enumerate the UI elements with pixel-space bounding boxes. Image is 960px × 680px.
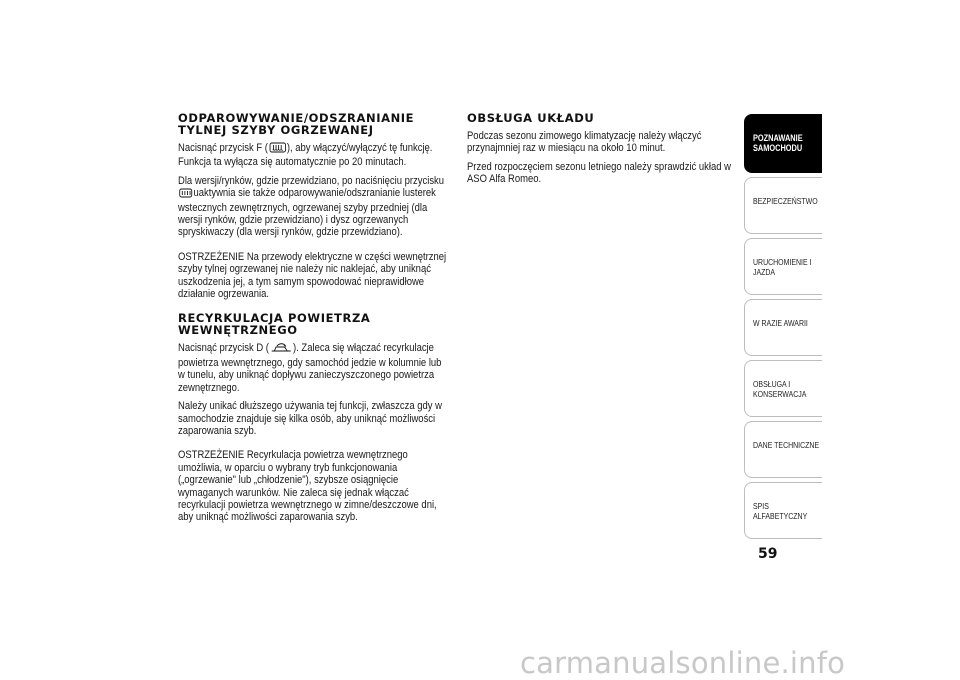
tab-w-razie-awarii[interactable]: W RAZIE AWARII <box>744 299 822 356</box>
left-column <box>178 112 450 530</box>
chapter-tabs <box>744 114 822 543</box>
right-column <box>467 112 739 192</box>
rear-window-defrost-icon <box>179 188 193 201</box>
section-title-maintenance: OBSŁUGA UKŁADU <box>467 111 595 125</box>
paragraph: Należy unikać dłuższego używania tej funkcji, zwłaszcza gdy w samochodzie znajduje się kilka osób, aby uniknąć możliwości zaparowania szyb. <box>178 400 442 437</box>
section-title-recirculation: RECYRKULACJA POWIETRZA WEWNĘTRZNEGO <box>178 311 371 338</box>
paragraph: Podczas sezonu zimowego klimatyzację należy włączyć przynajmniej raz w miesiącu na około 10 minut. <box>467 130 702 155</box>
paragraph: Dla wersji/rynków, gdzie przewidziano, po naciśnięciu przycisku uaktywnia sie także odparowywanie/odszranianie lusterek wstecznych zewnętrznych, ogrzewanej szyby przedniej (dla wersji rynków, gdzie przewidziano) i dysz ogrzewanych spryskiwaczy (dla wersji rynków, gdzie przewidziano). <box>178 174 445 239</box>
tab-spis-alfabetyczny[interactable]: SPIS ALFABETYCZNY <box>744 482 822 539</box>
warning-text: OSTRZEŻENIE Recyrkulacja powietrza wewnętrznego umożliwia, w oparciu o wybrany tryb funkcjonowania („ogrzewanie" lub „chłodzenie"), szybsze osiągnięcie wymaganych warunków. Nie zaleca się jednak włączać recyrkulacji powietrza wewnętrznego w zimne/deszczowe dni, aby uniknąć możliwości zaparowania szyb. <box>178 449 437 524</box>
warning-text: OSTRZEŻENIE Na przewody elektryczne w części wewnętrznej szyby tylnej ogrzewanej nie należy nic naklejać, aby uniknąć uszkodzenia jej, a tym samym spowodować nieprawidłowe działanie ogrzewania. <box>178 250 447 301</box>
paragraph: Przed rozpoczęciem sezonu letniego należy sprawdzić układ w ASO Alfa Romeo. <box>467 160 731 186</box>
paragraph: Nacisnąć przycisk D ( ). Zaleca się włączać recyrkulacje powietrza wewnętrznego, gdy samochód jedzie w kolumnie lub w tunelu, aby uniknąć dopływu zanieczyszczonego powietrza zewnętrznego. <box>178 342 442 394</box>
section-title-rear-defrost: ODPAROWYWANIE/ODSZRANIANIE TYLNEJ SZYBY OGRZEWANEJ <box>178 111 415 137</box>
watermark: carmanualsonline.info <box>520 646 846 680</box>
tab-bezpieczenstwo[interactable]: BEZPIECZEŃSTWO <box>744 177 822 234</box>
page-number: 59 <box>758 546 778 562</box>
air-recirculation-icon <box>270 342 292 356</box>
paragraph: Nacisnąć przycisk F ( ), aby włączyć/wyłączyć tę funkcję. Funkcja ta wyłącza się automatycznie po 20 minutach. <box>178 142 433 169</box>
rear-window-defrost-icon <box>269 142 286 156</box>
tab-dane-techniczne[interactable]: DANE TECHNICZNE <box>744 421 822 478</box>
tab-uruchomienie-i-jazda[interactable]: URUCHOMIENIE I JAZDA <box>744 238 822 295</box>
tab-poznawanie-samochodu[interactable]: POZNAWANIE SAMOCHODU <box>744 114 822 173</box>
tab-obsluga-i-konserwacja[interactable]: OBSŁUGA I KONSERWACJA <box>744 360 822 417</box>
